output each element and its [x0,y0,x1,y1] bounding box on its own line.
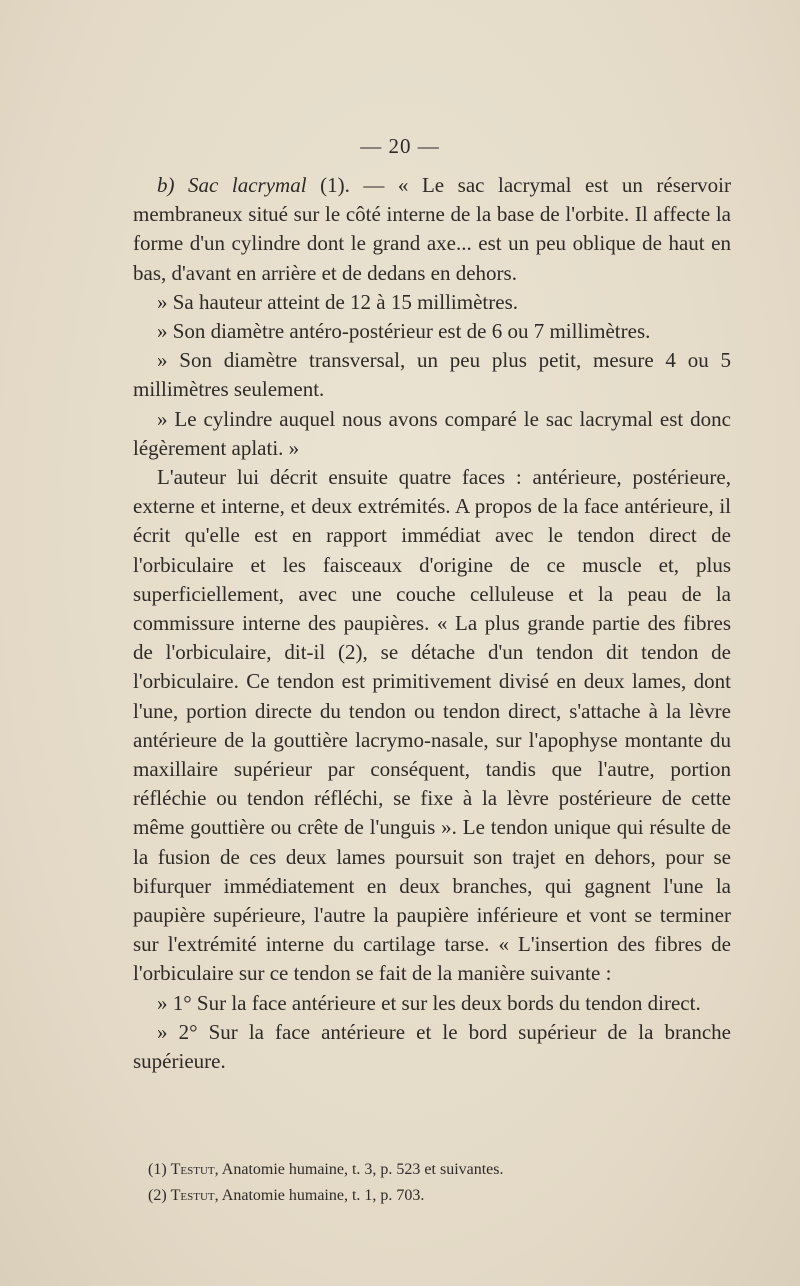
page-number: — 20 — [360,134,440,158]
paragraph-auteur: L'auteur lui décrit ensuite quatre faces : antérieure, postérieure, externe et interne, et deux extrémités. A propos de la face antérieure, il écrit qu'elle est en rapport immédiat avec le tendon direct de l'orbiculaire et les faisceaux d'origine de ce muscle et, plus superficiellement, avec une couche celluleuse et la peau de la commissure interne des paupières. « La plus grande partie des fibres de l'orbiculaire, dit-il (2), se détache d'un tendon dit tendon de l'orbiculaire. Ce tendon est primitivement divisé en deux lames, dont l'une, portion directe du tendon ou tendon direct, s'attache à la lèvre antérieure de la gouttière lacrymo-nasale, sur l'apophyse montante du maxillaire supérieur par conséquent, tandis que l'autre, portion réfléchie ou tendon réfléchi, se fixe à la lèvre postérieure de cette même gouttière ou crête de l'unguis ». Le tendon unique qui résulte de la fusion de ces deux lames poursuit son trajet en dehors, pour se bifurquer immédiatement en deux branches, qui gagnent l'une la paupière supérieure, l'autre la paupière inférieure et vont se terminer sur l'extrémité interne du cartilage tarse. « L'insertion des fibres de l'orbiculaire sur ce tendon se fait de la manière suivante : [133,465,731,986]
section-label: b) [157,173,175,197]
body-text [133,171,731,1076]
section-heading-paragraph [133,171,731,288]
paragraph-hauteur: » Sa hauteur atteint de 12 à 15 millimètres. [157,289,518,314]
paragraph-cylindre: » Le cylindre auquel nous avons comparé le sac lacrymal est donc légèrement aplati. » [133,406,731,460]
footnotes [148,1157,728,1209]
paragraph-insertion-1: » 1° Sur la face antérieure et sur les deux bords du tendon direct. [157,990,701,1015]
section-title: Sac lacrymal [188,173,307,197]
section-footnote-ref: (1). [320,173,350,197]
paragraph-diametre-antero: » Son diamètre antéro-postérieur est de 6 ou 7 millimètres. [157,319,651,344]
footnote-number: (2) [148,1187,167,1204]
footnote-author: Testut, [170,1161,219,1178]
paragraph-insertion-2: » 2° Sur la face antérieure et le bord supérieur de la branche supérieure. [133,1019,731,1074]
footnote-2 [148,1183,728,1209]
section-intro-text: — « Le sac lacrymal est un réservoir membraneux situé sur le côté interne de la base de l'orbite. Il affecte la forme d'un cylindre dont le grand axe... est un peu oblique de haut en bas, d'avant en arrière et de dedans en dehors. [133,173,732,285]
paragraph-diametre-transversal: » Son diamètre transversal, un peu plus petit, mesure 4 ou 5 millimètres seulement. [133,348,731,402]
footnote-text: Anatomie humaine, t. 3, p. 523 et suivantes. [221,1161,504,1178]
footnote-author: Testut, [170,1187,219,1204]
footnote-1 [148,1157,728,1183]
footnote-number: (1) [148,1161,167,1178]
footnote-text: Anatomie humaine, t. 1, p. 703. [221,1187,425,1204]
